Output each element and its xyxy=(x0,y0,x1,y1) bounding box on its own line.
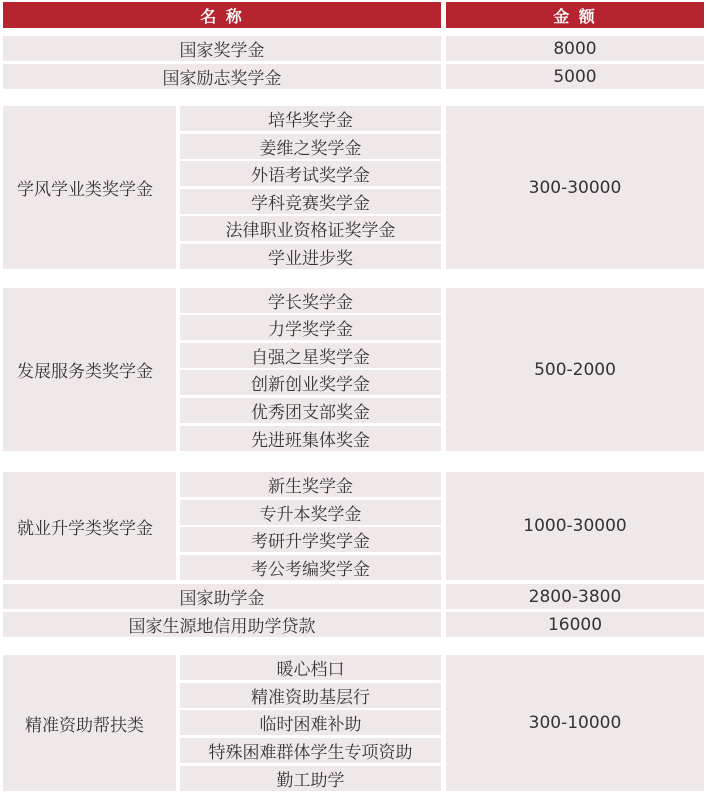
group-category-1: 学风学业类奖学金 xyxy=(3,106,176,269)
group3-item: 新生奖学金 xyxy=(180,472,441,497)
group1-item: 法律职业资格证奖学金 xyxy=(180,216,441,241)
group2-item: 自强之星奖学金 xyxy=(180,343,441,368)
header-amount: 金 额 xyxy=(446,2,704,28)
row-name-encourage: 国家励志奖学金 xyxy=(3,64,441,89)
header-name: 名 称 xyxy=(3,2,441,28)
row-amount-national: 8000 xyxy=(446,36,704,61)
group-amount-1: 300-30000 xyxy=(446,106,704,269)
group-category-2: 发展服务类奖学金 xyxy=(3,288,176,451)
group1-item: 学科竞赛奖学金 xyxy=(180,189,441,214)
group1-item: 姜维之奖学金 xyxy=(180,134,441,159)
group2-item: 先进班集体奖金 xyxy=(180,426,441,451)
group4-item: 临时困难补助 xyxy=(180,710,441,735)
group1-item: 外语考试奖学金 xyxy=(180,161,441,186)
group2-item: 力学奖学金 xyxy=(180,315,441,340)
group-amount-4: 300-10000 xyxy=(446,655,704,791)
group4-item: 暖心档口 xyxy=(180,655,441,680)
row-name-national: 国家奖学金 xyxy=(3,36,441,61)
group4-item: 勤工助学 xyxy=(180,766,441,791)
row-name-loan: 国家生源地信用助学贷款 xyxy=(3,612,441,637)
group2-item: 学长奖学金 xyxy=(180,288,441,313)
group3-item: 考研升学奖学金 xyxy=(180,527,441,552)
group3-item: 专升本奖学金 xyxy=(180,500,441,525)
group4-item: 精准资助基层行 xyxy=(180,683,441,708)
group-category-4: 精准资助帮扶类 xyxy=(3,655,176,791)
row-amount-loan: 16000 xyxy=(446,612,704,637)
group2-item: 创新创业奖学金 xyxy=(180,370,441,395)
group1-item: 培华奖学金 xyxy=(180,106,441,131)
group1-item: 学业进步奖 xyxy=(180,244,441,269)
group-amount-3: 1000-30000 xyxy=(446,472,704,580)
group2-item: 优秀团支部奖金 xyxy=(180,398,441,423)
group4-item: 特殊困难群体学生专项资助 xyxy=(180,738,441,763)
row-amount-encourage: 5000 xyxy=(446,64,704,89)
row-name-grant: 国家助学金 xyxy=(3,584,441,609)
group-category-3: 就业升学类奖学金 xyxy=(3,472,176,580)
group3-item: 考公考编奖学金 xyxy=(180,555,441,580)
row-amount-grant: 2800-3800 xyxy=(446,584,704,609)
group-amount-2: 500-2000 xyxy=(446,288,704,451)
